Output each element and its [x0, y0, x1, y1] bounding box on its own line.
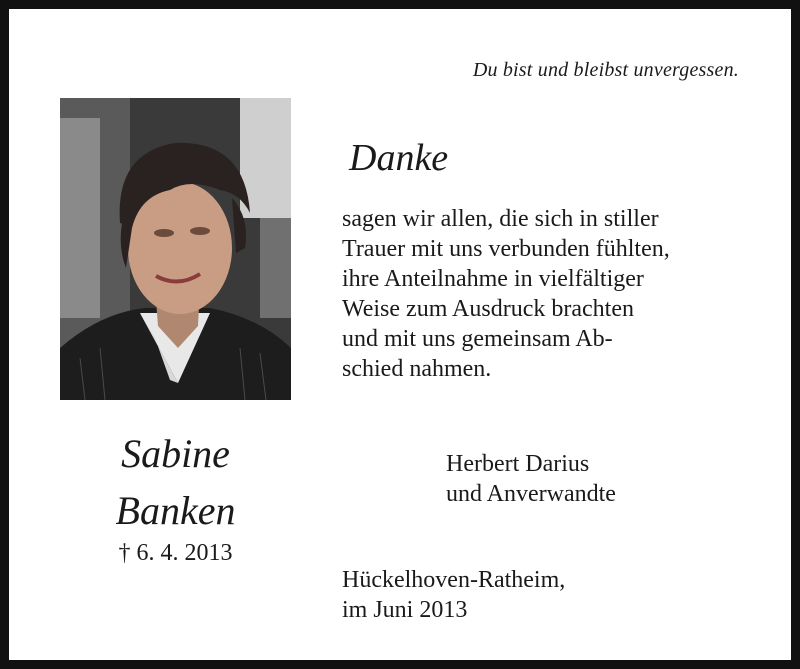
motto-text: Du bist und bleibst unvergessen. — [472, 59, 739, 81]
thanks-message — [342, 204, 740, 384]
deceased-first-name: Sabine — [121, 431, 230, 476]
signature-family: und Anverwandte — [446, 481, 616, 507]
message-line: Weise zum Ausdruck brachten — [342, 296, 634, 322]
thanks-heading: Danke — [349, 137, 449, 179]
death-date: † 6. 4. 2013 — [118, 540, 233, 566]
signature-name: Herbert Darius — [446, 451, 590, 477]
message-line: Trauer mit uns verbunden fühlten, — [342, 236, 670, 262]
message-line: sagen wir allen, die sich in stiller — [342, 206, 659, 232]
date-text: im Juni 2013 — [342, 597, 468, 623]
place-date-block — [342, 565, 565, 625]
deceased-last-name: Banken — [115, 488, 236, 533]
message-line: und mit uns gemeinsam Ab- — [342, 326, 613, 352]
place-text: Hückelhoven-Ratheim, — [342, 567, 566, 593]
message-line: ihre Anteilnahme in vielfältiger — [342, 266, 644, 292]
signature-block — [446, 449, 616, 509]
portrait-photo — [60, 98, 291, 400]
message-line: schied nahmen. — [342, 356, 492, 382]
